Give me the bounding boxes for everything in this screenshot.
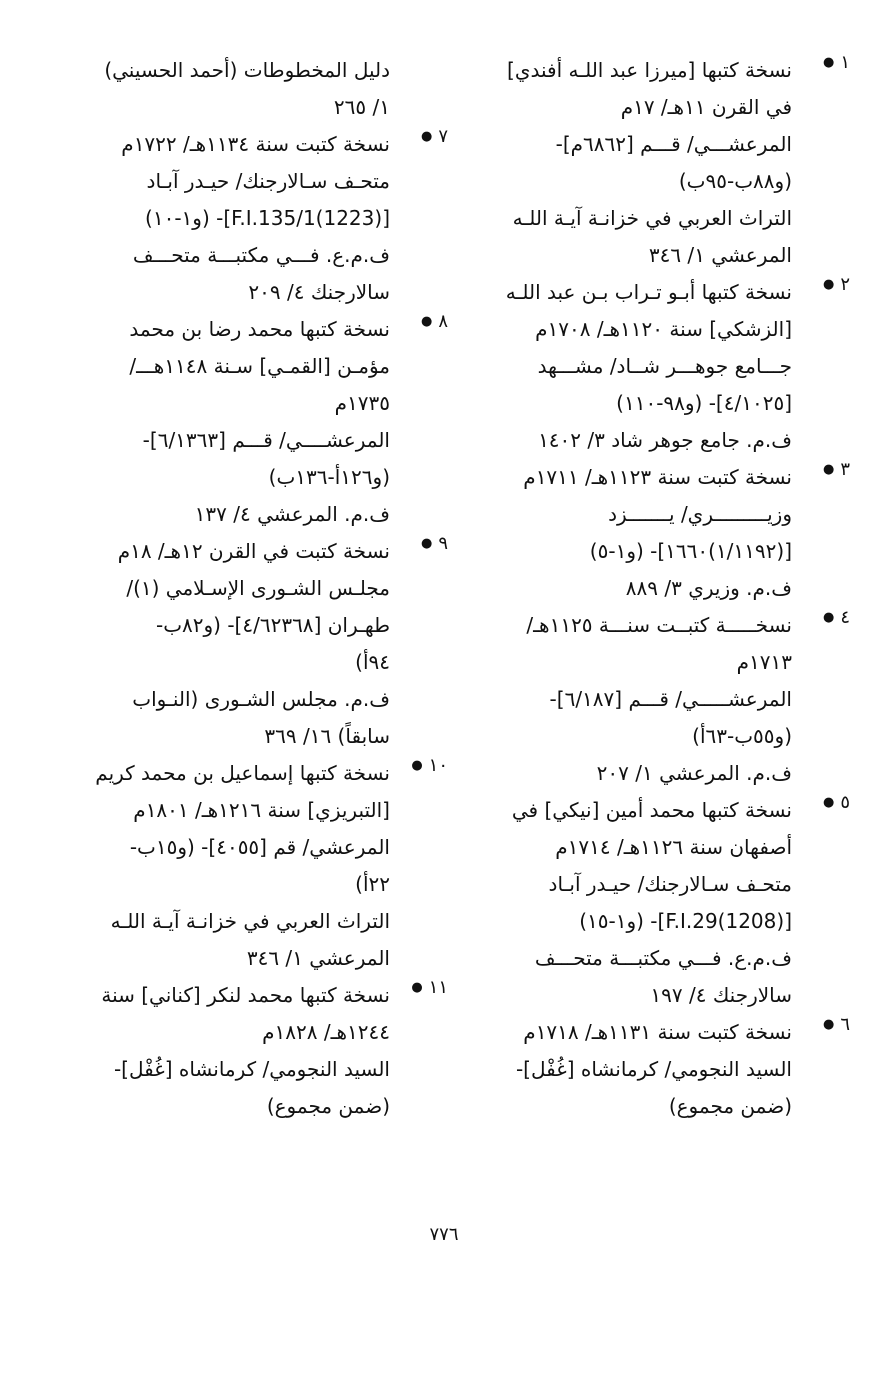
entry-line: [الزشكي] سنة ١١٢٠هـ/ ١٧٠٨م <box>535 317 792 341</box>
left-column <box>70 52 448 1125</box>
entry-line: في القرن ١١هـ/ ١٧م <box>620 95 792 119</box>
entry-line: نسخة كتبها أبـو تـراب بـن عبد اللـه <box>505 280 792 304</box>
entry-number <box>794 52 850 73</box>
entry-line: نسخة كتبها إسماعيل بن محمد كريم <box>95 761 390 785</box>
entry-6 <box>462 1014 850 1125</box>
entry-line: دليل المخطوطات (أحمد الحسيني) <box>104 58 390 82</box>
entry-1 <box>462 52 850 274</box>
entry-number <box>392 126 448 147</box>
entry-line: نسخة كتبت في القرن ١٢هـ/ ١٨م <box>117 539 390 563</box>
entry-line: (و٥٥ب-٦٣أ) <box>692 724 792 748</box>
entry-line: ١٧٣٥م <box>334 391 390 415</box>
bullet-icon: ● <box>822 1017 835 1032</box>
entry-number <box>794 459 850 480</box>
entry-number <box>794 274 850 295</box>
entry-number-digit: ٦ <box>840 1014 850 1035</box>
entry-number-digit: ٥ <box>840 792 850 813</box>
entry-line: ف.م. المرعشي ١/ ٢٠٧ <box>596 761 792 785</box>
bullet-icon: ● <box>411 980 423 995</box>
entry-line: طهـران [٤/٦٢٣٦٨]- (و٨٢ب- <box>155 613 390 637</box>
entry-7 <box>70 126 448 311</box>
entry-line: (ضمن مجموع) <box>266 1094 390 1118</box>
entry-line: ١/ ٢٦٥ <box>333 95 390 119</box>
entry-line: السيد النجومي/ كرمانشاه [غُفْل]- <box>113 1057 390 1081</box>
entry-line: المرعشي/ قم [٤٠٥٥]- (و١٥ب- <box>129 835 390 859</box>
entry-line: سابقاً) ١٦/ ٣٦٩ <box>264 724 390 748</box>
bullet-icon: ● <box>822 610 835 625</box>
entry-number <box>794 1014 850 1035</box>
entry-number-digit: ١ <box>840 52 850 73</box>
entry-line: نسخة كتبها محمد رضا بن محمد <box>129 317 390 341</box>
entry-line: [التبريزي] سنة ١٢١٦هـ/ ١٨٠١م <box>133 798 390 822</box>
entry-number <box>392 977 448 998</box>
entry-line: [(1208)F.I.29]- (و١-١٥) <box>579 909 792 933</box>
entry-line: المرعشي ١/ ٣٤٦ <box>648 243 792 267</box>
entry-line: [(١/١١٩٢)١٦٦٠]- (و١-٥) <box>589 539 792 563</box>
entry-line: ٩٤أ) <box>355 650 390 674</box>
entry-4 <box>462 607 850 792</box>
entry-line: ف.م.ع. فـــي مكتبـــة متحـــف <box>534 946 792 970</box>
entry-line: جـــامع جوهـــر شــاد/ مشـــهد <box>537 354 792 378</box>
entry-line: نسخة كتبها محمد لنكر [كناني] سنة <box>101 983 390 1007</box>
entry-line: نسخة كتبها [ميرزا عبد اللـه أفندي] <box>507 58 792 82</box>
bullet-icon: ● <box>420 536 433 551</box>
entry-line: نسخـــــة كتبــت سنـــة ١١٢٥هـ/ <box>526 613 792 637</box>
entry-number-digit: ٩ <box>438 533 448 554</box>
entry-line: أصفهان سنة ١١٢٦هـ/ ١٧١٤م <box>555 835 792 859</box>
bullet-icon: ● <box>822 277 835 292</box>
entry-line: نسخة كتبها محمد أمين [نيكي] في <box>511 798 792 822</box>
entry-number-digit: ١٠ <box>428 755 448 776</box>
entry-number-digit: ٤ <box>840 607 850 628</box>
entry-number <box>794 792 850 813</box>
entry-line: التراث العربي في خزانـة آيـة اللـه <box>110 909 390 933</box>
entry-line: وزيـــــــــري/ يـــــــزد <box>608 502 792 526</box>
entry-number <box>392 311 448 332</box>
entry-line: سالارجنك ٤/ ١٩٧ <box>650 983 792 1007</box>
bullet-icon: ● <box>420 129 433 144</box>
bullet-icon: ● <box>822 462 835 477</box>
entry-line: نسخة كتبت سنة ١١٣٤هـ/ ١٧٢٢م <box>121 132 390 156</box>
entry-number-digit: ٧ <box>438 126 448 147</box>
entry-line: المرعشـــي/ قـــم [٦٨٦٢م]- <box>555 132 792 156</box>
entry-line: مؤمـن [القمـي] سـنة ١١٤٨هـــ/ <box>129 354 390 378</box>
entry-9 <box>70 533 448 755</box>
entry-number <box>392 755 448 776</box>
entry-8 <box>70 311 448 533</box>
right-column <box>462 52 850 1125</box>
bullet-icon: ● <box>822 795 835 810</box>
entry-line: مجلـس الشـورى الإسـلامي (١)/ <box>126 576 390 600</box>
entry-line: ف.م. وزيري ٣/ ٨٨٩ <box>625 576 792 600</box>
entry-line: ف.م. المرعشي ٤/ ١٣٧ <box>194 502 390 526</box>
entry-11 <box>70 977 448 1125</box>
entry-line: المرعشي ١/ ٣٤٦ <box>246 946 390 970</box>
entry-line: ف.م. جامع جوهر شاد ٣/ ١٤٠٢ <box>538 428 792 452</box>
entry-continuation <box>70 52 390 126</box>
entry-line: المرعشــــي/ قـــم [٦/١٣٦٣]- <box>142 428 390 452</box>
entry-5 <box>462 792 850 1014</box>
entry-line: نسخة كتبت سنة ١١٢٣هـ/ ١٧١١م <box>523 465 792 489</box>
entry-line: ٢٢أ) <box>355 872 390 896</box>
entry-number-digit: ٨ <box>438 311 448 332</box>
entry-line: السيد النجومي/ كرمانشاه [غُفْل]- <box>515 1057 792 1081</box>
page-number: ٧٧٦ <box>429 1224 459 1245</box>
entry-line: [(1223)F.I.135/1]- (و١-١٠) <box>145 206 390 230</box>
entry-line: ١٧١٣م <box>736 650 792 674</box>
bullet-icon: ● <box>822 55 835 70</box>
entry-line: (ضمن مجموع) <box>668 1094 792 1118</box>
bullet-icon: ● <box>420 314 433 329</box>
entry-number-digit: ٢ <box>840 274 850 295</box>
entry-line: ف.م. مجلس الشـورى (النـواب <box>132 687 390 711</box>
bullet-icon: ● <box>411 758 423 773</box>
entry-3 <box>462 459 850 607</box>
entry-line: [٤/١٠٢٥]- (و٩٨-١١٠) <box>616 391 792 415</box>
entry-line: سالارجنك ٤/ ٢٠٩ <box>248 280 390 304</box>
entry-number-digit: ٣ <box>840 459 850 480</box>
entry-line: متحـف سـالارجنك/ حيـدر آبـاد <box>146 169 390 193</box>
entry-number <box>392 533 448 554</box>
entry-line: (و٨٨ب-٩٥ب) <box>678 169 792 193</box>
entry-2 <box>462 274 850 459</box>
entry-line: ف.م.ع. فـــي مكتبـــة متحـــف <box>132 243 390 267</box>
entry-10 <box>70 755 448 977</box>
entry-line: المرعشـــــي/ قـــم [٦/١٨٧]- <box>549 687 792 711</box>
entry-line: نسخة كتبت سنة ١١٣١هـ/ ١٧١٨م <box>523 1020 792 1044</box>
entry-line: ١٢٤٤هـ/ ١٨٢٨م <box>262 1020 390 1044</box>
entry-number <box>794 607 850 628</box>
entry-number-digit: ١١ <box>428 977 448 998</box>
entry-line: متحـف سـالارجنك/ حيـدر آبـاد <box>548 872 792 896</box>
entry-line: (و١٢٦أ-١٣٦ب) <box>268 465 390 489</box>
entry-line: التراث العربي في خزانـة آيـة اللـه <box>512 206 792 230</box>
